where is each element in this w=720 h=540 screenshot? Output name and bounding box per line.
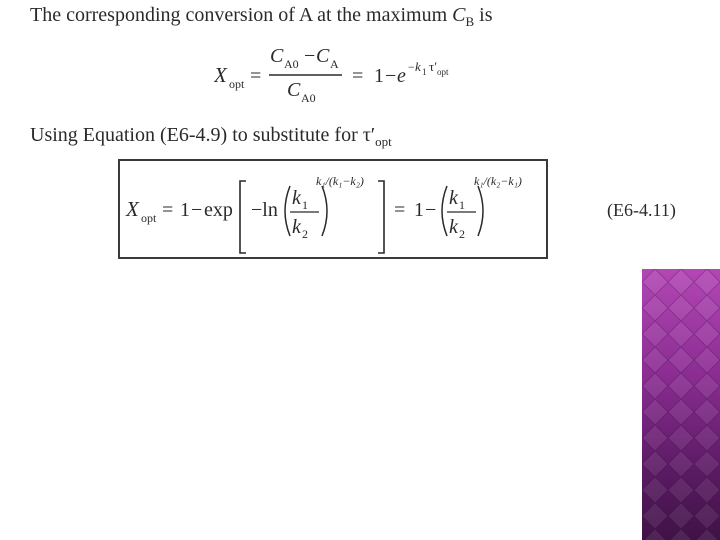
- eq2-frac1-den-sub: 2: [302, 227, 308, 241]
- eq1-rhs-e: e: [397, 65, 406, 87]
- eq2-exp-word: exp: [204, 199, 233, 221]
- diamond-pattern-icon: [642, 269, 720, 540]
- eq1-lhs-var: X: [214, 63, 227, 87]
- eq1-equals: =: [250, 65, 262, 87]
- eq1-num-minus: −: [304, 45, 316, 67]
- substitution-text: Using Equation (E6-4.9) to substitute for: [30, 124, 358, 146]
- intro-text: The corresponding conversion of A at the maximum: [30, 4, 448, 26]
- eq1-exp-tau: τ′: [429, 59, 438, 74]
- eq1-exp-minus: −: [408, 60, 415, 74]
- eq2-minus: −: [191, 199, 203, 221]
- eq2-left-square-bracket: [240, 181, 246, 253]
- intro-text-end: is: [479, 4, 493, 26]
- intro-line: [30, 4, 493, 30]
- eq1-num-c1: C: [270, 45, 284, 67]
- eq1-exp-tau-sub: opt: [437, 67, 449, 77]
- cb-symbol: C: [452, 4, 466, 26]
- eq1-den-sub: A0: [301, 91, 316, 105]
- eq2-right-square-bracket: [378, 181, 384, 253]
- eq2-one: 1: [180, 199, 190, 221]
- cb-subscript: B: [465, 14, 475, 29]
- eq2-neg-ln: −ln: [251, 199, 278, 221]
- eq2-frac1-num-k: k: [292, 187, 301, 209]
- equation-number: (E6-4.11): [607, 200, 676, 220]
- eq2-frac2-num-sub: 1: [459, 198, 465, 212]
- eq1-den-c: C: [287, 79, 301, 101]
- tau-symbol: τ′: [362, 124, 376, 146]
- eq2-frac1-num-sub: 1: [302, 198, 308, 212]
- eq2-right-paren2: [478, 186, 483, 236]
- eq2-frac2-den-k: k: [449, 216, 458, 238]
- eq2-power1: k₁/(k₁−k₂): [316, 174, 364, 188]
- eq2-lhs-var: X: [126, 197, 139, 221]
- optimum-conversion-equation: [120, 161, 548, 259]
- eq1-num-c2: C: [316, 45, 330, 67]
- eq2-equals2: =: [394, 199, 406, 221]
- eq2-lhs-sub: opt: [141, 211, 157, 225]
- eq2-minus2: −: [425, 199, 437, 221]
- eq2-left-paren: [285, 186, 290, 236]
- eq2-left-paren2: [442, 186, 447, 236]
- eq1-num-sub1: A0: [284, 57, 299, 71]
- eq1-num-sub2: A: [330, 57, 339, 71]
- eq1-rhs-one: 1: [374, 65, 384, 87]
- eq1-exp-k-sub: 1: [422, 67, 427, 77]
- substitution-line: [30, 124, 392, 150]
- tau-subscript: opt: [375, 134, 392, 149]
- eq2-frac2-den-sub: 2: [459, 227, 465, 241]
- eq2-equals: =: [162, 199, 174, 221]
- eq1-equals2: =: [352, 65, 364, 87]
- eq2-power2: k₁/(k₂−k₁): [474, 174, 522, 188]
- eq2-one2: 1: [414, 199, 424, 221]
- eq2-right-paren: [322, 186, 327, 236]
- eq1-lhs-sub: opt: [229, 77, 245, 91]
- eq2-frac1-den-k: k: [292, 216, 301, 238]
- eq1-exp-k: k: [415, 59, 421, 74]
- decorative-diamond-panel: [642, 269, 720, 540]
- eq1-rhs-minus: −: [385, 65, 397, 87]
- conversion-equation: [214, 44, 474, 108]
- eq2-frac2-num-k: k: [449, 187, 458, 209]
